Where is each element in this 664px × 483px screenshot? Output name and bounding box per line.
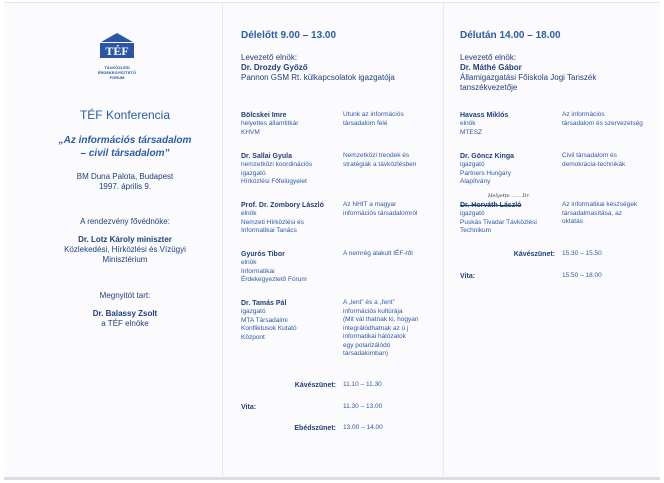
talk-topic-line: informatikai hálózatok (343, 333, 406, 340)
speaker-role-line: Technikum (460, 227, 492, 234)
talk-topic-line: egy polarizálódó (343, 341, 391, 349)
speaker-role-line: Alapítvány (460, 178, 491, 185)
talk-topic-line: Az információs (562, 111, 605, 118)
logo-text-2: ÉRDEKEGYEZTETŐ (97, 70, 137, 75)
talk-topic-line: társadalom és szervezetség (562, 119, 643, 127)
speaker-role-line: igazgató (460, 210, 485, 217)
speaker-role-line: helyettes államtitkár (241, 120, 299, 127)
morning-chair-label: Levezető elnök: (241, 53, 298, 62)
subtitle-line-1: „Az információs társadalom (58, 135, 192, 146)
morning-chair-role: Pannon GSM Rt. külkapcsolatok igazgatója (241, 73, 395, 82)
schedule-label: Kávészünet: (294, 382, 336, 389)
talk-topic-line: információs társadalomról (343, 209, 418, 217)
speaker-role-line: Konfliktusok Kutató (241, 325, 297, 332)
talk-topic-line: oktatás (562, 218, 583, 225)
talk-topic-line: Utunk az információs (343, 111, 404, 118)
speaker-role-line: elnök (241, 210, 257, 217)
logo-text-3: FÓRUM (109, 75, 125, 80)
talk-topic-line: társadalmasítása, az (562, 209, 622, 217)
speaker-role-line: Puskás Tivadar Távközlési (460, 218, 537, 226)
schedule-label: Vita: (460, 273, 476, 280)
handwritten-note: Helyette ...... Dr. (488, 193, 530, 199)
patron-label: A rendezvény fővédnöke: (80, 217, 170, 226)
talk-topic-line: Civil társadalom és (562, 152, 617, 159)
speaker-name: Prof. Dr. Zombory László (241, 202, 324, 209)
opener-name: Dr. Balassy Zsolt (92, 309, 158, 318)
afternoon-heading: Délután 14.00 – 18.00 (460, 30, 561, 41)
talk-topic-line: demokrácia-technikák (562, 160, 626, 168)
talk-topic-line: stratégiák a távközlésben (343, 160, 417, 168)
afternoon-chair-role-2: tanszékvezetője (460, 83, 518, 92)
speaker-name: Dr. Horváth László (460, 202, 522, 209)
fold-line-right (443, 2, 444, 476)
speaker-role-line: Hírközlési Főfelügyelet (241, 178, 307, 185)
speaker-role-line: elnök (241, 259, 257, 266)
speaker-role-line: igazgató (241, 169, 266, 177)
schedule-label: Vita: (241, 404, 257, 411)
talk-topic-line: információs kultúrája (343, 307, 403, 315)
schedule-time: 11.10 – 11.30 (343, 381, 382, 388)
opener-role: a TÉF elnöke (101, 319, 149, 328)
tef-logo-mark-icon (93, 30, 141, 60)
afternoon-chair-label: Levezető elnök: (460, 53, 517, 62)
schedule-label: Ebédszünet: (294, 425, 336, 432)
schedule-time: 15.30 – 15.50 (562, 250, 602, 257)
speaker-role-line: Informatikai Tanács (241, 227, 297, 234)
speaker-role-line: nemzetközi koordinációs (241, 161, 313, 168)
tef-logo (93, 30, 141, 86)
schedule-time: 11.30 – 13.00 (343, 403, 383, 410)
talk-topic-line: integrálódhatnak az ú j (343, 324, 409, 332)
fold-line-left (222, 2, 223, 476)
schedule-time: 15.50 – 18.00 (562, 272, 602, 279)
talk-topic-line: A „lent” és a „fent” (343, 299, 395, 306)
talk-topic-line: Az NHIT a magyar (343, 201, 397, 208)
talk-topic-line: (Mit vál thatnak ki, hogyan (343, 316, 419, 323)
speaker-name: Havass Miklós (460, 112, 509, 119)
patron-org-1: Közlekedési, Hírközlési és Vízügyi (64, 245, 186, 254)
speaker-name: Dr. Tamás Pál (241, 300, 287, 307)
talk-topic-line: A nemrég alakult IÉF-ről (343, 250, 413, 257)
morning-heading: Délelőtt 9.00 – 13.00 (241, 30, 337, 41)
venue: BM Duna Palota, Budapest (76, 172, 174, 181)
speaker-role-line: elnök (460, 120, 476, 127)
speaker-role-line: Érdekegyeztető Fórum (241, 276, 307, 283)
conference-title: TÉF Konferencia (79, 108, 171, 122)
talk-topic-line: Az informatikai készségek (562, 201, 638, 208)
speaker-name: Bölcskei Imre (241, 112, 287, 119)
morning-chair-name: Dr. Drozdy Győző (241, 63, 308, 72)
subtitle-line-2: – civil társadalom” (80, 148, 170, 159)
talk-topic-line: Nemzetközi trendek és (343, 152, 410, 159)
afternoon-chair-name: Dr. Máthé Gábor (460, 63, 522, 72)
schedule-label: Kávészünet: (513, 251, 555, 258)
opener-label: Megnyitót tart: (99, 291, 151, 300)
logo-mark-text: TÉF (105, 44, 129, 58)
speaker-role-line: MTESZ (460, 128, 483, 136)
speaker-role-line: Informatikai (241, 267, 275, 275)
speaker-role-line: MTA Társadalmi (241, 316, 288, 324)
speaker-role-line: KHVM (241, 128, 260, 136)
speaker-role-line: Partners Hungary (460, 169, 511, 177)
patron-name: Dr. Lotz Károly miniszter (78, 235, 172, 244)
speaker-role-line: Nemzeti Hírközlési és (241, 218, 304, 226)
speaker-role-line: Központ (241, 333, 265, 341)
left-panel (40, 108, 210, 329)
speaker-role-line: igazgató (460, 161, 485, 168)
schedule-time: 13.00 – 14.00 (343, 424, 383, 431)
afternoon-chair-role-1: Államigazgatási Főiskola Jogi Tanszék (460, 73, 597, 82)
event-date: 1997. április 9. (98, 182, 152, 191)
logo-text-1: TÁVKÖZLÉSI (104, 65, 130, 70)
speaker-name: Dr. Sallai Gyula (241, 153, 292, 160)
speaker-name: Gyurós Tibor (241, 251, 285, 258)
speaker-role-line: igazgató (241, 308, 266, 315)
speaker-name: Dr. Göncz Kinga (460, 153, 515, 160)
talk-topic-line: társadalom felé (343, 119, 388, 127)
talk-topic-line: társadalomban) (343, 350, 389, 357)
patron-org-2: Minisztérium (102, 255, 148, 264)
